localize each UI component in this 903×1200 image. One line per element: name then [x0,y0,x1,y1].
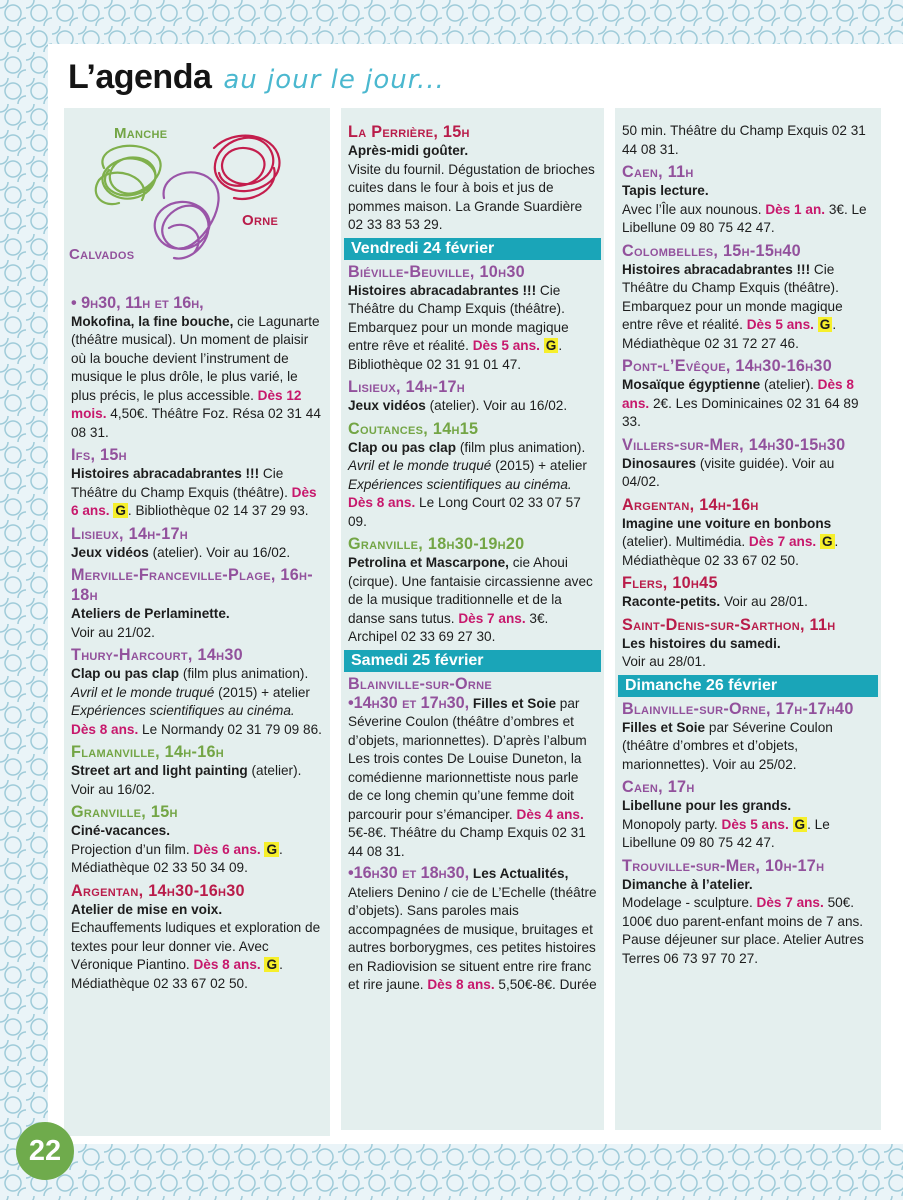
event-place: Colombelles, 15h-15h40 [622,241,801,260]
map-label-manche: Manche [114,125,168,142]
event-pont-leveque [622,356,874,432]
event-argentan [622,495,874,571]
event-text-2: (2015) + atelier [495,458,587,473]
event-flers [622,573,874,612]
free-badge: G [545,338,557,353]
event-text: (atelier). Voir au 16/02. [429,398,568,413]
column-2 [341,108,604,1130]
event-details: . Médiathèque 02 31 72 27 46. [622,317,837,351]
event-title: Après-midi goûter. [348,143,469,158]
event-title: Mokofina, la fine bouche, [71,313,234,329]
event-age: Dès 5 ans. [472,338,540,353]
event-title: Raconte-petits. [622,594,721,609]
event-title: Filles et Soie [472,695,557,711]
event-text: Ateliers Denino / cie de L’Echelle (théâtre d’objets). Sans paroles mais accompagnées de musique, bruitages et autres borborygmes, ces petites histoires en Radiovision se situent entre rire franc et rire jaune. [348,884,597,992]
event-text: (film plus animation). [182,666,309,681]
event-text: (atelier). Voir au 16/02. [71,763,302,797]
event-place: Coutances, 14h15 [348,419,479,438]
event-text: (film plus animation). [459,439,586,455]
event-text: par Séverine Coulon (théâtre d’ombres et d’objets, marionnettes). D’après l’album Les trois contes De Louise Duneton, la comédienne marionnettiste nous parle de ce long chemin qu’une femme doit parcourir pour s’émanciper. [348,695,587,822]
event-age: Dès 6 ans. [193,841,261,857]
event-text: Monopoly party. [622,816,718,832]
event-text: Voir au 28/01. [723,594,808,609]
event-age: Dès 8 ans. [622,377,854,411]
column-1 [64,108,330,1136]
event-age: Dès 5 ans. [746,317,814,332]
event-place: Lisieux, 14h-17h [348,378,466,396]
free-badge: G [266,841,278,857]
event-text: Cie Théâtre du Champ Exquis (théâtre). Embarquez pour un monde magique entre rêve et réalité. [622,261,843,332]
event-place: Flers, 10h45 [622,574,718,592]
event-place: Blainville-sur-Orne [348,674,493,693]
event-times: • 9h30, 11h et 16h, [71,294,204,312]
event-details: . Bibliothèque 02 14 37 29 93. [127,503,309,518]
event-details: 3€. Archipel 02 33 69 27 30. [348,610,549,644]
event-place: Ifs, 15h [71,446,127,464]
event-place: Saint-Denis-sur-Sarthon, 11h [622,615,836,634]
column-3 [615,108,881,1130]
event-details: 50€. 100€ duo parent-enfant moins de 7 ans. Pause déjeuner sur place. Atelier Autres Terres 06 73 97 70 27. [622,895,864,966]
event-title: Clap ou pas clap [348,439,457,455]
event-age: Dès 8 ans. [427,977,495,992]
event-villers [622,435,874,492]
event-title: Petrolina et Mascarpone, [348,555,509,570]
event-text: cie Lagunarte (théâtre musical). Un moment de plaisir où la bouche devient l’instrument de musique le plus drôle, le plus varié, le plus précis, le plus accessible. [71,313,320,403]
event-place: Blainville-sur-Orne, 17h-17h40 [622,699,854,718]
event-workshop-title: Expériences scientifiques au cinéma. [348,476,572,492]
event-details: . Bibliothèque 02 31 91 01 47. [348,338,563,372]
free-badge: G [266,957,278,972]
event-colombelles [622,241,874,354]
event-film-title: Avril et le monde truqué [71,684,215,700]
event-title: Street art and light painting [71,763,248,778]
event-details: 3€. Le Libellune 09 80 75 42 47. [622,201,867,235]
event-merville [71,565,323,642]
event-title: Ateliers de Perlaminette. [71,606,230,621]
event-details: . Médiathèque 02 33 67 02 50. [71,957,283,991]
event-place: Thury-Harcourt, 14h30 [71,646,243,664]
event-title: Histoires abracadabrantes !!! [622,261,811,277]
event-continued [622,108,874,159]
event-title: Jeux vidéos [348,398,426,413]
event-age: Dès 8 ans. [193,957,261,972]
event-title: Atelier de mise en voix. [71,901,223,917]
event-title: Ciné-vacances. [71,823,170,838]
free-badge: G [821,534,833,549]
event-text: Visite du fournil. Dégustation de brioches cuites dans le four à bois et jus de pommes maison. La Grande Suardière 02 33 83 53 29. [348,161,595,232]
event-text: Projection d’un film. [71,841,190,857]
event-text: par Séverine Coulon (théâtre d’ombres et d’objets, marionnettes). Voir au 25/02. [622,719,833,772]
event-caen-tapis [622,162,874,238]
event-text: (visite guidée). Voir au 04/02. [622,455,835,489]
event-la-perriere [348,108,597,235]
event-lisieux [348,377,597,416]
event-saint-denis [622,615,874,672]
event-text: (atelier). [764,377,814,392]
free-badge: G [819,317,831,332]
event-text: (atelier). Multimédia. [622,534,746,549]
event-place: Trouville-sur-Mer, 10h-17h [622,856,825,875]
event-place: Merville-Franceville-Plage, 16h-18h [71,566,313,604]
event-age: Dès 7 ans. [756,895,824,910]
event-age: Dès 8 ans. [71,721,139,737]
day-header-friday: Vendredi 24 février [344,238,601,260]
event-text-2: (2015) + atelier [218,684,310,700]
page-title [68,58,445,97]
event-place: Argentan, 14h30-16h30 [71,881,245,900]
event-place: Villers-sur-Mer, 14h30-15h30 [622,435,846,454]
day-header-sunday: Dimanche 26 février [618,675,878,697]
event-title: Imagine une voiture en bonbons [622,515,832,531]
event-age: Dès 4 ans. [516,806,584,822]
event-argentan [71,881,323,994]
event-caen-libellune [622,777,874,853]
event-age: Dès 1 an. [765,201,826,217]
event-text: Voir au 21/02. [71,624,155,640]
event-text: Voir au 28/01. [622,654,706,669]
event-blainville [622,699,874,775]
event-mokofina [71,294,323,442]
event-title: Mosaïque égyptienne [622,377,761,392]
event-place: Granville, 15h [71,803,178,821]
event-trouville [622,856,874,969]
event-text: Avec l’Île aux nounous. [622,201,762,217]
event-age: Dès 8 ans. [348,495,416,510]
event-thury-harcourt [71,645,323,739]
event-text: Echauffements ludiques et exploration de textes pour leur donner vie. Avec Véronique Piantino. [71,920,321,972]
event-title: Filles et Soie [622,719,706,735]
event-workshop-title: Expériences scientifiques au cinéma. [71,703,295,718]
event-place: Argentan, 14h-16h [622,495,759,514]
event-title: Dinosaures [622,455,697,471]
event-text: Cie Théâtre du Champ Exquis (théâtre). Embarquez pour un monde magique entre rêve et réalité. [348,282,569,353]
event-place: Caen, 17h [622,778,695,796]
event-details: 4,50€. Théâtre Foz. Résa 02 31 44 08 31. [71,406,321,440]
event-ifs [71,445,323,521]
event-place: Flamanville, 14h-16h [71,743,225,761]
event-age: Dès 7 ans. [748,534,817,549]
event-text: Cie Théâtre du Champ Exquis (théâtre). [71,466,288,500]
event-title: Dimanche à l’atelier. [622,876,753,892]
event-place: Granville, 18h30-19h20 [348,535,525,553]
title-script: au jour le jour... [223,65,445,95]
event-actualites [348,864,597,995]
event-title: Libellune pour les grands. [622,798,792,813]
event-flamanville [71,742,323,799]
event-text: 50 min. Théâtre du Champ Exquis 02 31 44 08 31. [622,123,866,157]
event-title: Tapis lecture. [622,183,709,198]
event-film-title: Avril et le monde truqué [348,458,492,473]
event-text: (atelier). Voir au 16/02. [152,544,291,560]
event-age: Dès 12 mois. [71,387,302,421]
title-main: L’agenda [68,58,212,96]
event-place: La Perrière, 15h [348,123,470,141]
event-text: cie Ahoui (cirque). Une fantaisie circassienne avec de la musique traditionnelle et de la danse sans tutus. [348,555,593,626]
event-text: Modelage - sculpture. [622,895,753,910]
event-title: Les histoires du samedi. [622,635,781,651]
event-coutances [348,419,597,532]
event-place: Caen, 11h [622,163,694,181]
event-place: Lisieux, 14h-17h [71,524,189,543]
event-title: Jeux vidéos [71,544,149,560]
event-times: •16h30 et 18h30, [348,864,470,882]
event-place: Biéville-Beuville, 10h30 [348,262,525,281]
event-place: Pont-l’Evêque, 14h30-16h30 [622,357,833,375]
event-times: •14h30 et 17h30, [348,693,470,712]
event-details: . Médiathèque 02 33 67 02 50. [622,534,839,568]
event-age: Dès 5 ans. [721,816,789,832]
day-header-saturday: Samedi 25 février [344,650,601,672]
event-age: Dès 7 ans. [458,610,526,626]
free-badge: G [115,503,126,518]
event-details: 5,50€-8€. Durée [498,977,597,992]
event-bieville [348,262,597,375]
event-age: Dès 6 ans. [71,484,317,518]
event-title: Clap ou pas clap [71,666,180,681]
event-granville [348,534,597,647]
event-details: . Médiathèque 02 33 50 34 09. [71,841,283,875]
event-title: Histoires abracadabrantes !!! [348,282,537,298]
map-label-calvados: Calvados [69,246,135,263]
event-details: Le Long Court 02 33 07 57 09. [348,495,581,529]
event-details: 5€-8€. Théâtre du Champ Exquis 02 31 44 08 31. [348,825,586,859]
normandy-map [64,108,330,290]
map-label-orne: Orne [242,212,279,229]
free-badge: G [794,816,806,832]
page-number-badge: 22 [16,1122,74,1180]
event-granville [71,802,323,878]
event-details: Le Normandy 02 31 79 09 86. [142,721,322,737]
event-title: Les Actualités, [472,866,569,881]
event-details: 2€. Les Dominicaines 02 31 64 89 33. [622,395,859,429]
event-lisieux [71,524,323,563]
event-details: . Le Libellune 09 80 75 42 47. [622,816,830,850]
event-blainville [348,674,597,862]
event-title: Histoires abracadabrantes !!! [71,466,260,481]
